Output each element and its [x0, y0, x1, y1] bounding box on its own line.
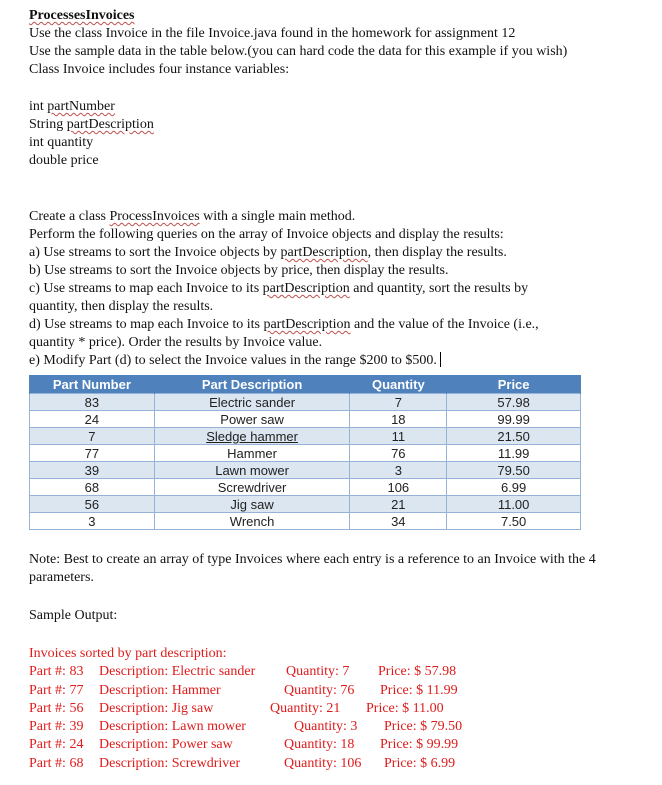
table-row — [30, 411, 581, 428]
output-line: Part #: 56 Description: Jig saw Quantity: 21 Price: $ 11.00 — [29, 700, 444, 716]
cell-quantity: 7 — [350, 394, 447, 411]
table-row — [30, 513, 581, 530]
cell-price: 57.98 — [447, 394, 581, 411]
task-b: b) Use streams to sort the Invoice objects by price, then display the results. — [29, 263, 449, 278]
table-row — [30, 428, 581, 445]
output-line: Part #: 77 Description: Hammer Quantity: 76 Price: $ 11.99 — [29, 682, 458, 698]
cell-quantity: 76 — [350, 445, 447, 462]
cell-part-number: 39 — [30, 462, 155, 479]
cell-quantity: 18 — [350, 411, 447, 428]
cell-part-number: 24 — [30, 411, 155, 428]
header-part-description: Part Description — [154, 375, 350, 394]
cell-part-number: 83 — [30, 394, 155, 411]
sample-output — [29, 645, 462, 773]
cell-part-number: 77 — [30, 445, 155, 462]
intro-line-3: Class Invoice includes four instance variables: — [29, 62, 290, 77]
task-create: Create a class ProcessInvoices with a single main method. — [29, 209, 356, 224]
cell-description: Hammer — [154, 445, 350, 462]
sample-output-label: Sample Output: — [29, 608, 118, 623]
output-line: Part #: 83 Description: Electric sander Quantity: 7 Price: $ 57.98 — [29, 664, 457, 680]
cell-description: Screwdriver — [154, 479, 350, 496]
cell-price: 21.50 — [447, 428, 581, 445]
cell-description: Power saw — [154, 411, 350, 428]
table-header-row — [30, 375, 581, 394]
header-price: Price — [447, 375, 581, 394]
cell-price: 99.99 — [447, 411, 581, 428]
output-line: Part #: 68 Description: Screwdriver Quantity: 106 Price: $ 6.99 — [29, 755, 456, 771]
cell-price: 79.50 — [447, 462, 581, 479]
cell-part-number: 68 — [30, 479, 155, 496]
cell-description: Wrench — [154, 513, 350, 530]
document-body — [29, 7, 654, 370]
cell-description: Jig saw — [154, 496, 350, 513]
cell-description: Lawn mower — [154, 462, 350, 479]
note-paragraph: Note: Best to create an array of type Invoices where each entry is a reference to an Invoice with the 4 parameters. — [29, 552, 596, 585]
table-row — [30, 445, 581, 462]
task-c-line2: quantity, then display the results. — [29, 299, 214, 314]
output-title: Invoices sorted by part description: — [29, 646, 227, 661]
cell-price: 11.00 — [447, 496, 581, 513]
field-quantity: int quantity — [29, 135, 94, 150]
table-row — [30, 496, 581, 513]
field-price: double price — [29, 153, 99, 168]
task-d: d) Use streams to map each Invoice to its partDescription and the value of the Invoice (i.e., — [29, 317, 539, 332]
table-row — [30, 462, 581, 479]
task-e[interactable]: e) Modify Part (d) to select the Invoice values in the range $200 to $500. — [29, 352, 654, 370]
table-row — [30, 479, 581, 496]
cell-price: 7.50 — [447, 513, 581, 530]
cell-part-number: 3 — [30, 513, 155, 530]
text-cursor — [440, 352, 441, 367]
output-line: Part #: 24 Description: Power saw Quantity: 18 Price: $ 99.99 — [29, 737, 459, 753]
intro-line-1: Use the class Invoice in the file Invoice.java found in the homework for assignment 12 — [29, 26, 516, 41]
output-line: Part #: 39 Description: Lawn mower Quantity: 3 Price: $ 79.50 — [29, 719, 463, 735]
task-d-line2: quantity * price). Order the results by Invoice value. — [29, 335, 323, 350]
cell-description: Sledge hammer — [154, 428, 350, 445]
cell-quantity: 3 — [350, 462, 447, 479]
task-a: a) Use streams to sort the Invoice objects by partDescription, then display the results. — [29, 245, 507, 260]
doc-heading: ProcessesInvoices — [29, 8, 135, 23]
cell-price: 6.99 — [447, 479, 581, 496]
cell-part-number: 56 — [30, 496, 155, 513]
cell-price: 11.99 — [447, 445, 581, 462]
task-c: c) Use streams to map each Invoice to its partDescription and quantity, sort the results by — [29, 281, 529, 296]
intro-line-2: Use the sample data in the table below.(you can hard code the data for this example if you wish) — [29, 44, 568, 59]
cell-quantity: 11 — [350, 428, 447, 445]
header-quantity: Quantity — [350, 375, 447, 394]
invoice-table — [29, 375, 581, 530]
cell-part-number: 7 — [30, 428, 155, 445]
field-part-description: String partDescription — [29, 117, 154, 132]
task-perform: Perform the following queries on the array of Invoice objects and display the results: — [29, 227, 504, 242]
cell-quantity: 21 — [350, 496, 447, 513]
table-row — [30, 394, 581, 411]
cell-description: Electric sander — [154, 394, 350, 411]
field-part-number: int partNumber — [29, 99, 115, 114]
cell-quantity: 34 — [350, 513, 447, 530]
cell-quantity: 106 — [350, 479, 447, 496]
header-part-number: Part Number — [30, 375, 155, 394]
